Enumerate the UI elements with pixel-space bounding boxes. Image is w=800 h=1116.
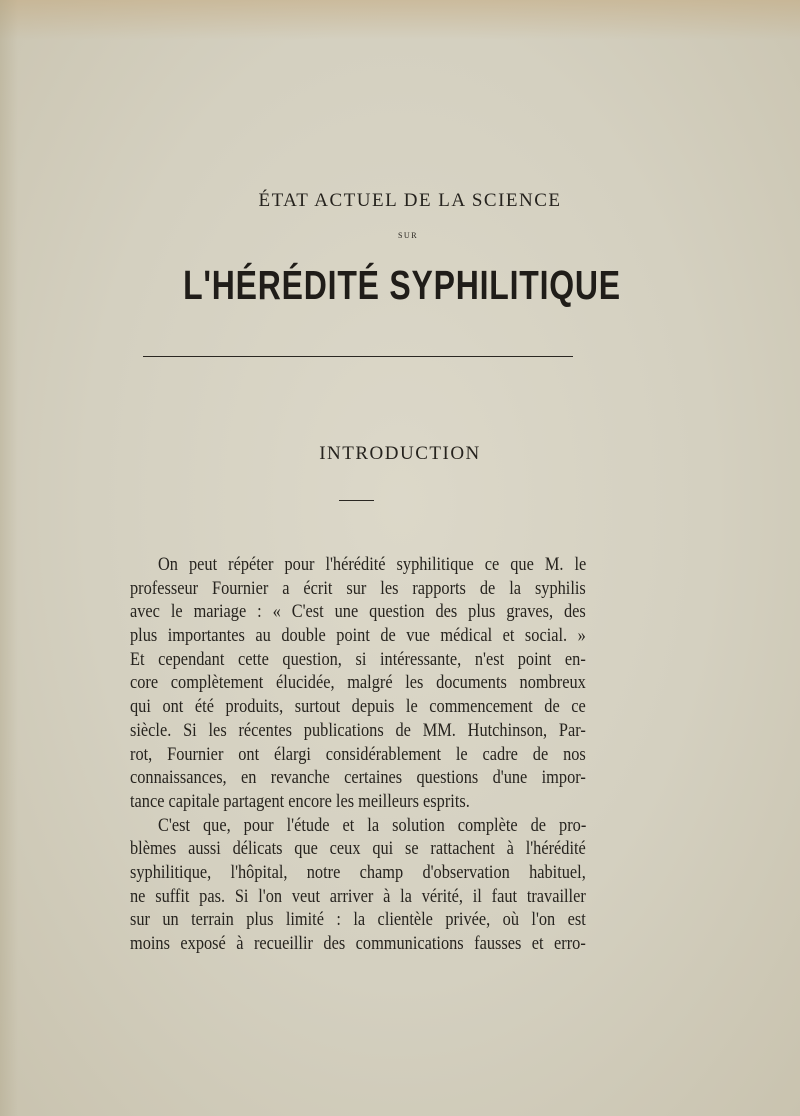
text-line: core complètement élucidée, malgré les documents nombreux (130, 672, 586, 694)
section-divider (339, 500, 374, 501)
text-line: ne suffit pas. Si l'on veut arriver à la vérité, il faut travailler (130, 885, 586, 907)
text-line: avec le mariage : « C'est une question des plus graves, des (130, 601, 586, 623)
text-line: plus importantes au double point de vue médical et social. » (130, 625, 586, 647)
paragraph-2 (130, 814, 586, 956)
text-line: syphilitique, l'hôpital, notre champ d'observation habituel, (130, 861, 586, 883)
text-line: On peut répéter pour l'hérédité syphilitique ce que M. le (158, 554, 587, 575)
paragraph-1 (130, 553, 586, 814)
text-line: tance capitale partagent encore les meilleurs esprits. (130, 790, 470, 812)
title-top-line: ÉTAT ACTUEL DE LA SCIENCE (258, 190, 562, 211)
text-line: blèmes aussi délicats que ceux qui se rattachent à l'hérédité (130, 838, 586, 860)
page-edge-shadow (0, 0, 18, 1116)
section-heading: INTRODUCTION (319, 443, 481, 464)
page-title: L'HÉRÉDITÉ SYPHILITIQUE (183, 262, 621, 308)
page-edge-stain (0, 0, 800, 40)
text-line: C'est que, pour l'étude et la solution complète de pro- (158, 814, 587, 836)
text-line: moins exposé à recueillir des communications fausses et erro- (130, 933, 586, 954)
text-line: siècle. Si les récentes publications de MM. Hutchinson, Par- (130, 719, 586, 741)
title-divider (143, 356, 573, 357)
text-line: sur un terrain plus limité : la clientèle privée, où l'on est (130, 909, 586, 931)
body-text (130, 553, 586, 956)
text-line: professeur Fournier a écrit sur les rapports de la syphilis (130, 577, 586, 599)
title-connector: SUR (397, 231, 419, 240)
text-line: qui ont été produits, surtout depuis le commencement de ce (130, 696, 586, 718)
text-line: connaissances, en revanche certaines questions d'une impor- (130, 767, 586, 789)
text-line: Et cependant cette question, si intéressante, n'est point en- (130, 648, 586, 670)
text-line: rot, Fournier ont élargi considérablement le cadre de nos (130, 743, 586, 765)
show-through-texture (110, 150, 790, 570)
